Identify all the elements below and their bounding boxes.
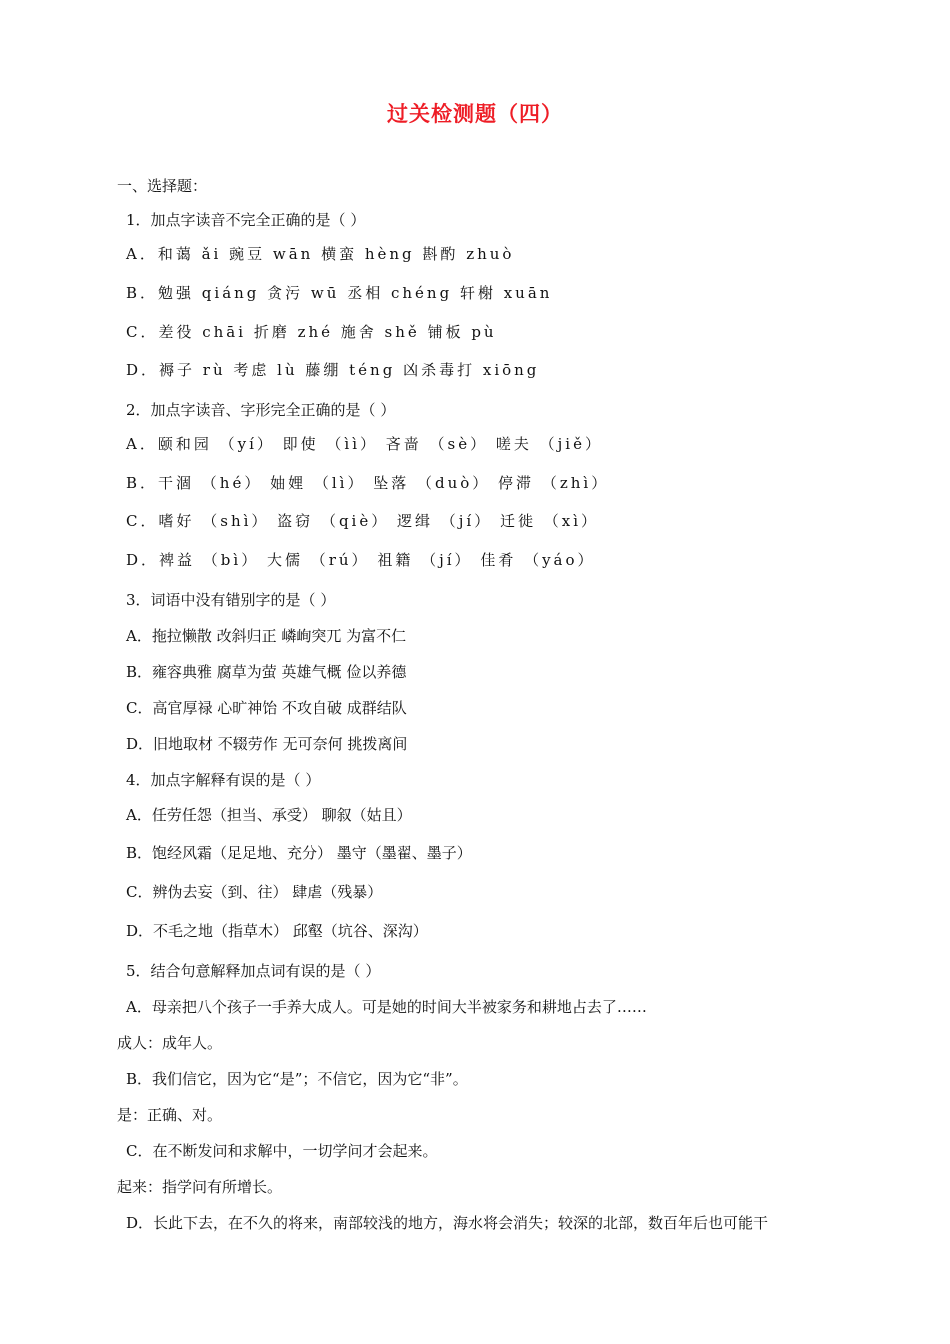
answer-option: C．在不断发问和求解中，一切学问才会起来。 bbox=[126, 1142, 438, 1160]
answer-option: B．我们信它，因为它“是”；不信它，因为它“非”。 bbox=[126, 1070, 468, 1088]
answer-option: D．褥子 rù 考虑 lù 藤绷 téng 凶杀毒打 xiōng bbox=[126, 361, 540, 379]
answer-option: A．颐和园 （yí） 即使 （ìì） 吝啬 （sè） 嗟夫 （jiě） bbox=[126, 435, 603, 453]
answer-note: 起来：指学问有所增长。 bbox=[117, 1178, 283, 1196]
answer-note: 成人：成年人。 bbox=[117, 1034, 223, 1052]
question-stem: 5．结合句意解释加点词有误的是（ ） bbox=[126, 962, 381, 980]
answer-option: C．嗜好 （shì） 盗窃 （qiè） 逻缉 （jí） 迁徙 （xì） bbox=[126, 512, 599, 530]
answer-option: B．饱经风霜（足足地、充分） 墨守（墨翟、墨子） bbox=[126, 844, 472, 862]
answer-option: C．差役 chāi 折磨 zhé 施舍 shě 铺板 pù bbox=[126, 323, 497, 341]
answer-option: A．母亲把八个孩子一手养大成人。可是她的时间大半被家务和耕地占去了…… bbox=[126, 998, 647, 1016]
answer-option: C．高官厚禄 心旷神饴 不攻自破 成群结队 bbox=[126, 699, 407, 717]
answer-option: D．不毛之地（指草木） 邱壑（坑谷、深沟） bbox=[126, 922, 428, 940]
answer-option: D．旧地取材 不辍劳作 无可奈何 挑拨离间 bbox=[126, 735, 408, 753]
question-stem: 2．加点字读音、字形完全正确的是（ ） bbox=[126, 401, 396, 419]
question-stem: 1．加点字读音不完全正确的是（ ） bbox=[126, 211, 366, 229]
answer-option: B．干涸 （hé） 妯娌 （lì） 坠落 （duò） 停滞 （zhì） bbox=[126, 474, 610, 492]
answer-option: C．辨伪去妄（到、往） 肆虐（残暴） bbox=[126, 883, 383, 901]
answer-option: D．裨益 （bì） 大儒 （rú） 祖籍 （jí） 佳肴 （yáo） bbox=[126, 551, 596, 569]
question-stem: 4．加点字解释有误的是（ ） bbox=[126, 771, 321, 789]
answer-note: 是：正确、对。 bbox=[117, 1106, 223, 1124]
page-title: 过关检测题（四） bbox=[387, 101, 563, 126]
answer-option: A．和蔼 ǎi 豌豆 wān 横蛮 hèng 斟酌 zhuò bbox=[126, 245, 515, 263]
answer-option: B．雍容典雅 腐草为萤 英雄气概 俭以养德 bbox=[126, 663, 407, 681]
question-stem: 3．词语中没有错别字的是（ ） bbox=[126, 591, 336, 609]
answer-option: B．勉强 qiáng 贪污 wū 丞相 chéng 轩榭 xuān bbox=[126, 284, 553, 302]
answer-option: D．长此下去，在不久的将来，南部较浅的地方，海水将会消失；较深的北部，数百年后也可能干 bbox=[126, 1214, 769, 1232]
answer-option: A．拖拉懒散 改斜归正 嶙峋突兀 为富不仁 bbox=[126, 627, 407, 645]
section-heading: 一、选择题： bbox=[117, 177, 208, 195]
answer-option: A．任劳任怨（担当、承受） 聊叙（姑且） bbox=[126, 806, 412, 824]
